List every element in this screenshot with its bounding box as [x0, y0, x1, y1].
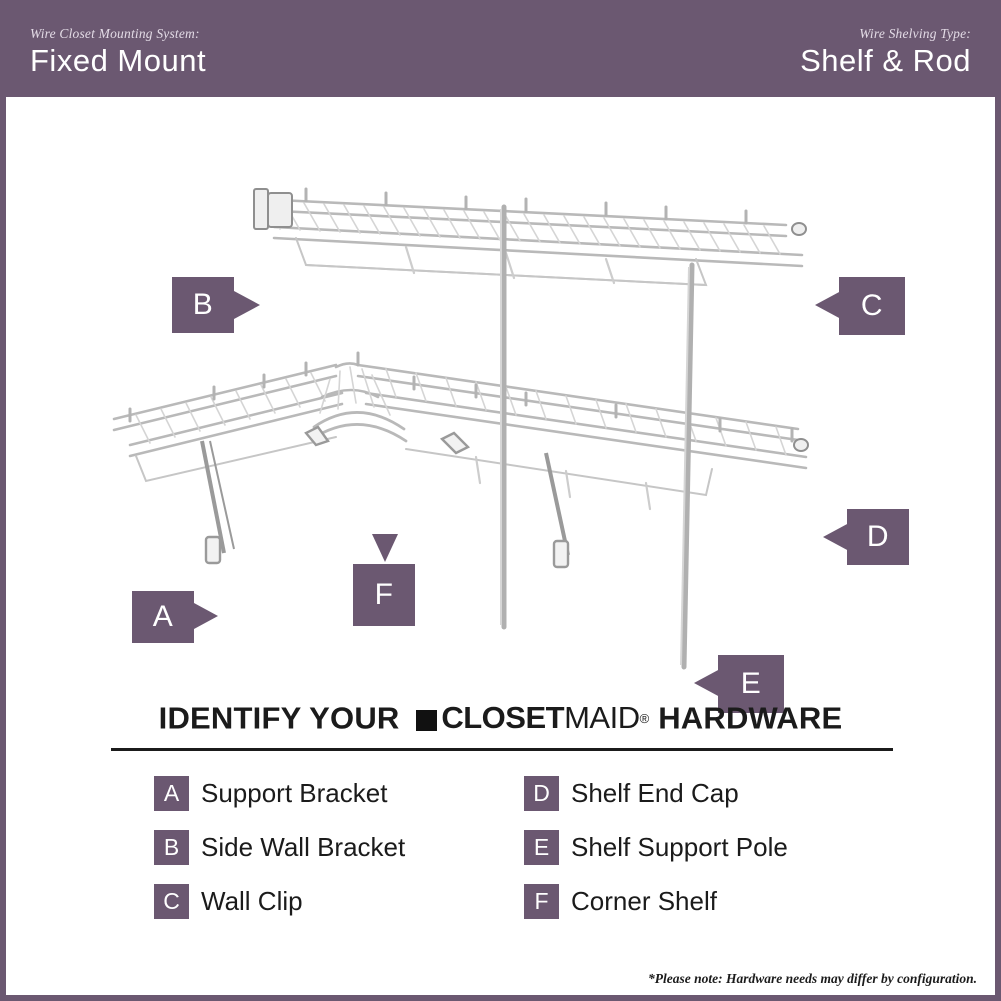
callout-flag-d	[847, 509, 909, 565]
legend-badge-e: E	[524, 830, 559, 865]
shelving-diagram-svg	[6, 97, 995, 677]
legend-badge-b: B	[154, 830, 189, 865]
callout-letter-c: C	[860, 289, 884, 322]
legend-item-d	[524, 766, 894, 820]
callout-letter-b: B	[192, 288, 214, 321]
mounting-system-kicker: Wire Closet Mounting System:	[30, 26, 200, 41]
wall-clip-shape	[792, 223, 806, 235]
logo-square-icon	[416, 710, 437, 731]
legend-column-right	[524, 766, 894, 928]
legend-badge-c: C	[154, 884, 189, 919]
legend-item-f	[524, 874, 894, 928]
callout-flag-a	[132, 591, 194, 643]
legend-item-c	[154, 874, 524, 928]
shelf-end-cap-shape	[794, 439, 808, 451]
legend-badge-f: F	[524, 884, 559, 919]
callout-flag-c	[839, 277, 905, 335]
callout-pointer-c	[811, 287, 841, 323]
legend-label-c: Wall Clip	[201, 885, 303, 916]
legend-item-a	[154, 766, 524, 820]
side-wall-bracket-shape	[254, 189, 292, 229]
callout-letter-e: E	[740, 667, 762, 700]
legend-title-post: HARDWARE	[658, 700, 843, 736]
header-left-group	[30, 26, 206, 79]
callout-pointer-d	[818, 519, 849, 555]
logo-closet-text: CLOSET	[441, 700, 565, 735]
legend-title-pre: IDENTIFY YOUR	[158, 700, 400, 736]
legend-badge-a: A	[154, 776, 189, 811]
legend-footnote: *Please note: Hardware needs may differ by configuration.	[648, 971, 977, 986]
legend-item-b	[154, 820, 524, 874]
legend-divider	[111, 748, 893, 751]
callout-pointer-f	[368, 534, 402, 566]
callout-pointer-a	[194, 599, 222, 633]
callout-flag-b	[172, 277, 234, 333]
header-bar	[6, 6, 995, 97]
mounting-system-title: Fixed Mount	[30, 43, 207, 78]
legend-label-a: Support Bracket	[201, 777, 388, 808]
closetmaid-logo	[408, 700, 649, 736]
lower-shelf-group	[114, 353, 806, 509]
legend-item-e	[524, 820, 894, 874]
legend-title	[6, 700, 995, 737]
callout-letter-d: D	[866, 520, 890, 553]
legend-column-left	[154, 766, 524, 928]
hardware-legend	[6, 682, 995, 995]
legend-label-f: Corner Shelf	[571, 885, 717, 916]
callout-pointer-b	[234, 287, 264, 323]
legend-label-b: Side Wall Bracket	[201, 831, 406, 862]
upper-shelf-group	[258, 189, 802, 285]
shelving-type-title: Shelf & Rod	[800, 43, 971, 78]
legend-columns	[154, 766, 914, 928]
header-right-group	[800, 26, 971, 79]
callout-flag-f	[353, 564, 415, 626]
legend-label-d: Shelf End Cap	[571, 777, 739, 808]
legend-badge-d: D	[524, 776, 559, 811]
legend-label-e: Shelf Support Pole	[571, 831, 788, 862]
callout-letter-f: F	[374, 578, 394, 611]
shelving-type-kicker: Wire Shelving Type:	[859, 26, 971, 41]
shelving-diagram	[6, 97, 995, 700]
logo-registered-mark: ®	[639, 710, 650, 726]
callout-letter-a: A	[152, 600, 174, 633]
logo-maid-text: MAID	[564, 700, 640, 735]
